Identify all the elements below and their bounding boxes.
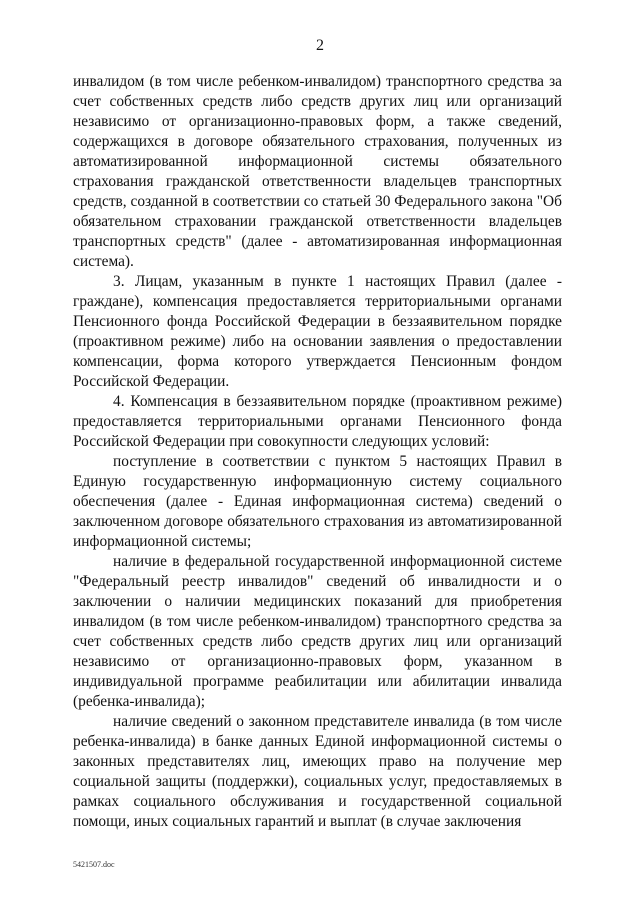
paragraph-continuation: инвалидом (в том числе ребенком-инвалидом) транспортного средства за счет собственных средств либо средств других лиц или организаций независимо от организационно-правовых форм, а также сведений, содержащихся в договоре обязательного страхования, полученных из автоматизированной информационной системы обязательного страхования гражданской ответственности владельцев транспортных средств, созданной в соответствии со статьей 30 Федерального закона "Об обязательном страховании гражданской ответственности владельцев транспортных средств" (далее - автоматизированная информационная система). [73,73,562,270]
document-file-name: 5421507.doc [73,860,115,869]
paragraph-condition-receipt: поступление в соответствии с пунктом 5 настоящих Правил в Единую государственную информационную систему социального обеспечения (далее - Единая информационная система) сведений о заключенном договоре обязательного страхования из автоматизированной информационной системы; [73,453,562,550]
paragraph-condition-registry: наличие в федеральной государственной информационной системе "Федеральный реестр инвалидов" сведений об инвалидности и о заключении о наличии медицинских показаний для приобретения инвалидом (в том числе ребенком-инвалидом) транспортного средства за счет собственных средств либо средств других лиц или организаций независимо от организационно-правовых форм, указанном в индивидуальной программе реабилитации или абилитации инвалида (ребенка-инвалида); [73,553,562,710]
document-body [73,72,562,832]
paragraph-clause-3: 3. Лицам, указанным в пункте 1 настоящих Правил (далее - граждане), компенсация предоставляется территориальными органами Пенсионного фонда Российской Федерации в беззаявительном порядке (проактивном режиме) либо на основании заявления о предоставлении компенсации, форма которого утверждается Пенсионным фондом Российской Федерации. [73,273,562,390]
paragraph-clause-4: 4. Компенсация в беззаявительном порядке (проактивном режиме) предоставляется территориальными органами Пенсионного фонда Российской Федерации при совокупности следующих условий: [73,393,562,450]
paragraph-condition-representative: наличие сведений о законном представителе инвалида (в том числе ребенка-инвалида) в банке данных Единой информационной системы о законных представителях лиц, имеющих право на получение мер социальной защиты (поддержки), социальных услуг, предоставляемых в рамках социального обслуживания и государственной социальной помощи, иных социальных гарантий и выплат (в случае заключения [73,713,562,830]
page-number: 2 [316,37,324,54]
